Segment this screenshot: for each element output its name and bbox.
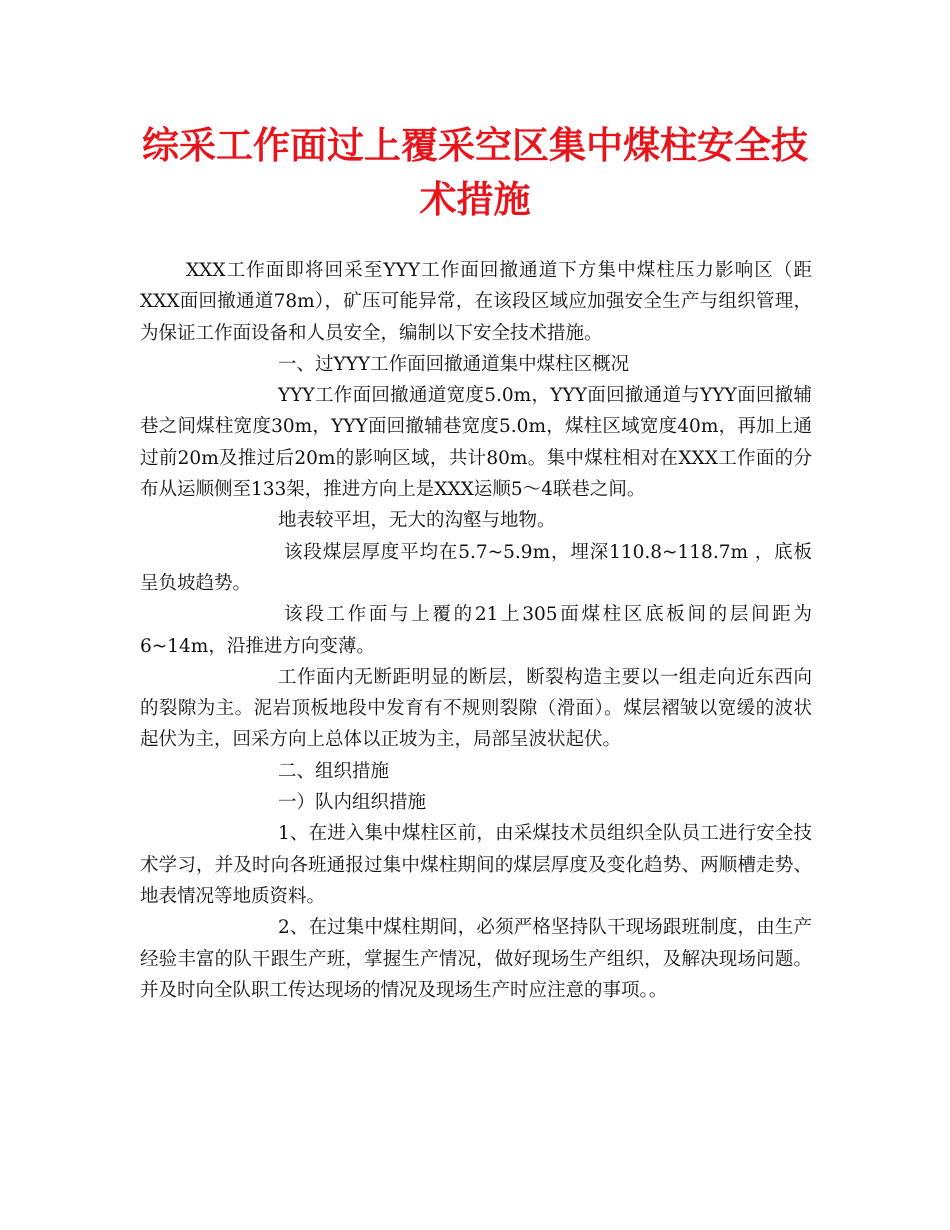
subsection-heading-team: 一）队内组织措施 (278, 792, 427, 814)
section-heading-organization: 二、组织措施 (278, 760, 390, 782)
section-heading-overview: 一、过YYY工作面回撤通道集中煤柱区概况 (278, 353, 630, 375)
paragraph-interlayer-distance: 该段工作面与上覆的21上305面煤柱区底板间的层间距为6~14m，沿推进方向变薄。 (140, 604, 812, 657)
paragraph-intro: XXX工作面即将回采至YYY工作面回撤通道下方集中煤柱压力影响区（距XXX面回撤通道78m），矿压可能异常，在该段区域应加强安全生产与组织管理，为保证工作面设备和人员安全，编制以下安全技术措施。 (140, 260, 812, 344)
paragraph-measure-1: 1、在进入集中煤柱区前，由采煤技术员组织全队员工进行安全技术学习，并及时向各班通报过集中煤柱期间的煤层厚度及变化趋势、两顺槽走势、地表情况等地质资料。 (140, 823, 812, 907)
paragraph-seam-thickness: 该段煤层厚度平均在5.7~5.9m，埋深110.8~118.7m ，底板呈负坡趋势。 (140, 541, 812, 594)
document-body (140, 255, 812, 1006)
document-title: 综采工作面过上覆采空区集中煤柱安全技术措施 (142, 123, 808, 221)
paragraph-geology: 工作面内无断距明显的断层，断裂构造主要以一组走向近东西向的裂隙为主。泥岩顶板地段中发育有不规则裂隙（滑面）。煤层褶皱以宽缓的波状起伏为主，回采方向上总体以正坡为主，局部呈波状起伏。 (140, 666, 812, 751)
paragraph-pillar-dimensions: YYY工作面回撤通道宽度5.0m，YYY面回撤通道与YYY面回撤辅巷之间煤柱宽度30m，YYY面回撤辅巷宽度5.0m，煤柱区域宽度40m，再加上通过前20m及推过后20m的影响区域，共计80m。集中煤柱相对在XXX工作面的分布从运顺侧至133架，推进方向上是XXX运顺5～4联巷之间。 (140, 385, 812, 501)
paragraph-measure-2: 2、在过集中煤柱期间，必须严格坚持队干现场跟班制度，由生产经验丰富的队干跟生产班，掌握生产情况，做好现场生产组织，及解决现场问题。并及时向全队职工传达现场的情况及现场生产时应注意的事项。。 (140, 917, 812, 1001)
paragraph-surface: 地表较平坦，无大的沟壑与地物。 (278, 510, 556, 532)
